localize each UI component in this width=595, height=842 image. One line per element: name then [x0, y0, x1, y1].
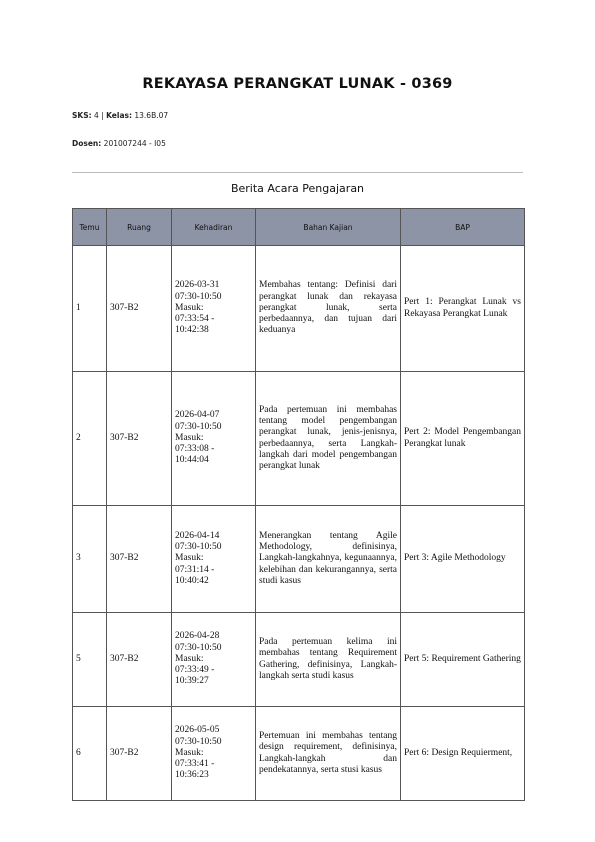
kehadiran-masuk-label: Masuk: — [175, 553, 204, 564]
cell-ruang: 307-B2 — [107, 246, 172, 372]
cell-temu: 2 — [73, 372, 107, 506]
cell-temu: 3 — [73, 506, 107, 613]
course-meta-dosen — [72, 139, 166, 148]
kehadiran-masuk: 07:31:14 - — [175, 564, 215, 575]
kehadiran-tanggal: 2026-05-05 — [175, 725, 220, 736]
sks-label: SKS: — [72, 111, 92, 120]
table-row — [73, 506, 525, 613]
cell-bap: Pert 6: Design Requierment, — [401, 707, 525, 801]
kehadiran-masuk-label: Masuk: — [175, 747, 204, 758]
cell-ruang: 307-B2 — [107, 372, 172, 506]
cell-bahan-kajian: Menerangkan tentang Agile Methodology, definisinya, Langkah-langkahnya, kegunaannya, kelebihan dan kekurangannya, serta studi kasus — [256, 506, 401, 613]
kehadiran-masuk: 07:33:08 - — [175, 444, 215, 455]
cell-bahan-kajian: Pada pertemuan kelima ini membahas tentang Requirement Gathering, definisinya, Langkah-langkah serta studi kasus — [256, 613, 401, 707]
cell-ruang: 307-B2 — [107, 613, 172, 707]
table-row — [73, 707, 525, 801]
section-divider — [72, 172, 523, 173]
kehadiran-keluar: 10:39:27 — [175, 676, 209, 687]
kehadiran-jam: 07:30-10:50 — [175, 421, 222, 432]
cell-ruang: 307-B2 — [107, 707, 172, 801]
kehadiran-tanggal: 2026-03-31 — [175, 280, 220, 291]
dosen-label: Dosen: — [72, 139, 102, 148]
kehadiran-jam: 07:30-10:50 — [175, 736, 222, 747]
kehadiran-jam: 07:30-10:50 — [175, 291, 222, 302]
cell-bap: Pert 1: Perangkat Lunak vs Rekayasa Perangkat Lunak — [401, 246, 525, 372]
cell-bahan-kajian: Membahas tentang: Definisi dari perangkat lunak dan rekayasa perangkat lunak, serta perbedaannya, dan tujuan dari keduanya — [256, 246, 401, 372]
cell-temu: 6 — [73, 707, 107, 801]
course-meta-sks-kelas — [72, 111, 168, 120]
kehadiran-keluar: 10:44:04 — [175, 455, 209, 466]
cell-bap: Pert 2: Model Pengembangan Perangkat lunak — [401, 372, 525, 506]
cell-temu: 1 — [73, 246, 107, 372]
cell-kehadiran — [172, 372, 256, 506]
kehadiran-tanggal: 2026-04-14 — [175, 530, 220, 541]
cell-temu: 5 — [73, 613, 107, 707]
meta-separator: | — [101, 111, 104, 120]
cell-kehadiran — [172, 613, 256, 707]
bap-table — [72, 208, 525, 801]
kehadiran-masuk-label: Masuk: — [175, 432, 204, 443]
cell-bap: Pert 3: Agile Methodology — [401, 506, 525, 613]
kehadiran-tanggal: 2026-04-28 — [175, 631, 220, 642]
header-ruang: Ruang — [107, 209, 172, 246]
kehadiran-jam: 07:30-10:50 — [175, 642, 222, 653]
kehadiran-masuk: 07:33:49 - — [175, 665, 215, 676]
header-temu: Temu — [73, 209, 107, 246]
kehadiran-tanggal: 2026-04-07 — [175, 410, 220, 421]
cell-bap: Pert 5: Requirement Gathering — [401, 613, 525, 707]
cell-kehadiran — [172, 246, 256, 372]
kehadiran-masuk-label: Masuk: — [175, 653, 204, 664]
table-header-row — [73, 209, 525, 246]
cell-ruang: 307-B2 — [107, 506, 172, 613]
kelas-label: Kelas: — [106, 111, 132, 120]
table-row — [73, 613, 525, 707]
kehadiran-keluar: 10:40:42 — [175, 575, 209, 586]
kehadiran-masuk: 07:33:41 - — [175, 759, 215, 770]
dosen-value: 201007244 - I05 — [103, 139, 166, 148]
cell-kehadiran — [172, 707, 256, 801]
section-title: Berita Acara Pengajaran — [230, 182, 365, 195]
kelas-value: 13.6B.07 — [134, 111, 169, 120]
table-row — [73, 372, 525, 506]
cell-bahan-kajian: Pada pertemuan ini membahas tentang model pengembangan perangkat lunak, jenis-jenisnya, perbedaannya, serta Langkah-langkah dari model pengembangan perangkat lunak — [256, 372, 401, 506]
kehadiran-masuk: 07:33:54 - — [175, 314, 215, 325]
header-bap: BAP — [401, 209, 525, 246]
header-kehadiran: Kehadiran — [172, 209, 256, 246]
table-row — [73, 246, 525, 372]
kehadiran-keluar: 10:36:23 — [175, 770, 209, 781]
kehadiran-jam: 07:30-10:50 — [175, 542, 222, 553]
header-bahan-kajian: Bahan Kajian — [256, 209, 401, 246]
cell-bahan-kajian: Pertemuan ini membahas tentang design requirement, definisinya, Langkah-langkah dan pendekatannya, serta stusi kasus — [256, 707, 401, 801]
kehadiran-keluar: 10:42:38 — [175, 325, 209, 336]
kehadiran-masuk-label: Masuk: — [175, 302, 204, 313]
cell-kehadiran — [172, 506, 256, 613]
sks-value: 4 — [94, 111, 99, 120]
course-title: REKAYASA PERANGKAT LUNAK - 0369 — [142, 76, 453, 92]
